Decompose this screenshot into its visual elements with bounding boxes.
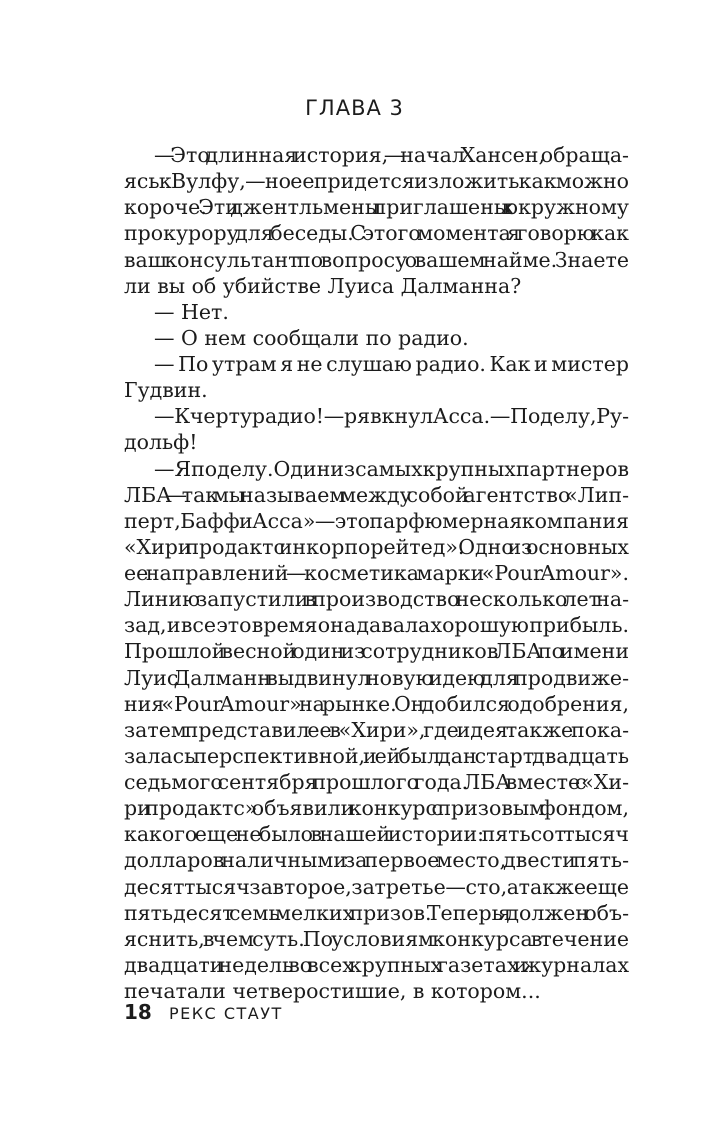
text-line: ЛБА — так мы называем между собой агентство «Лип- — [124, 482, 630, 507]
page-footer — [124, 1000, 283, 1024]
text-line: двадцати недель во всех крупных газетах и журналах — [124, 952, 630, 977]
text-line: десят тысяч за второе, за третье — сто, а также еще — [124, 874, 629, 899]
chapter-title: ГЛАВА 3 — [305, 96, 404, 120]
text-line: затем представил ее в «Хири», где идея также пока- — [124, 717, 629, 742]
text-line: зад, и все это время она давала хорошую прибыль. — [124, 613, 629, 638]
text-line: яснить, в чем суть. По условиям конкурса в течение — [124, 926, 629, 951]
text-line: «Хири продактс инкорпорейтед». Одно из основных — [124, 534, 629, 559]
text-line: — К черту радио! — рявкнул Асса. — По делу, Ру- — [154, 404, 629, 429]
text-line: ясь к Вулфу, — но ее придется изложить как можно — [124, 169, 629, 194]
text-line: печатали четверостишие, в котором... — [124, 979, 541, 1003]
text-line: Линию запустили в производство несколько лет на- — [124, 587, 629, 612]
text-line: — Я по делу. Один из самых крупных партнеров — [154, 456, 629, 481]
text-line: дольф! — [124, 430, 198, 455]
body-text — [124, 142, 629, 1004]
text-line: ния «Pour Amour» на рынке. Он добился одобрения, — [124, 691, 629, 716]
text-line: ваш консультант по вопросу о вашем найме. Знаете — [124, 247, 629, 272]
text-line: Гудвин. — [124, 378, 208, 403]
running-head-author: РЕКС СТАУТ — [168, 1004, 283, 1023]
text-line: — Это длинная история, — начал Хансен, обраща- — [154, 143, 629, 167]
page-number: 18 — [124, 1000, 152, 1024]
text-line: долларов наличными за первое место, двести пять- — [124, 848, 630, 873]
text-line: пятьдесят семь мелких призов. Теперь я должен объ- — [124, 900, 629, 925]
text-line: какого еще не было в нашей истории: пятьсот тысяч — [124, 822, 629, 847]
text-line: прокурору для беседы. С этого момента я говорю как — [124, 221, 629, 246]
text-line: ли вы об убийстве Луиса Далманна? — [124, 273, 522, 298]
text-line: — О нем сообщали по радио. — [154, 325, 469, 350]
text-line: залась перспективной, и ей был дан старт двадцать — [124, 743, 630, 768]
text-line: Луис Далманн выдвинул новую идею для продвиже- — [124, 665, 629, 690]
text-line: — По утрам я не слушаю радио. Как и мистер — [154, 352, 629, 376]
text-line: Прошлой весной один из сотрудников ЛБА по имени — [124, 639, 629, 664]
text-line: седьмого сентября прошлого года. ЛБА вместе с «Хи- — [124, 770, 629, 794]
text-line: — Нет. — [154, 299, 229, 324]
text-line: ри продактс» объявили конкурс с призовым фондом, — [124, 796, 630, 821]
text-line: короче. Эти джентльмены приглашены к окружному — [124, 195, 629, 220]
text-line: перт, Бафф и Асса» — это парфюмерная компания — [124, 508, 629, 533]
text-line: ее направлений — косметика марки «Pour Amour». — [124, 561, 629, 585]
